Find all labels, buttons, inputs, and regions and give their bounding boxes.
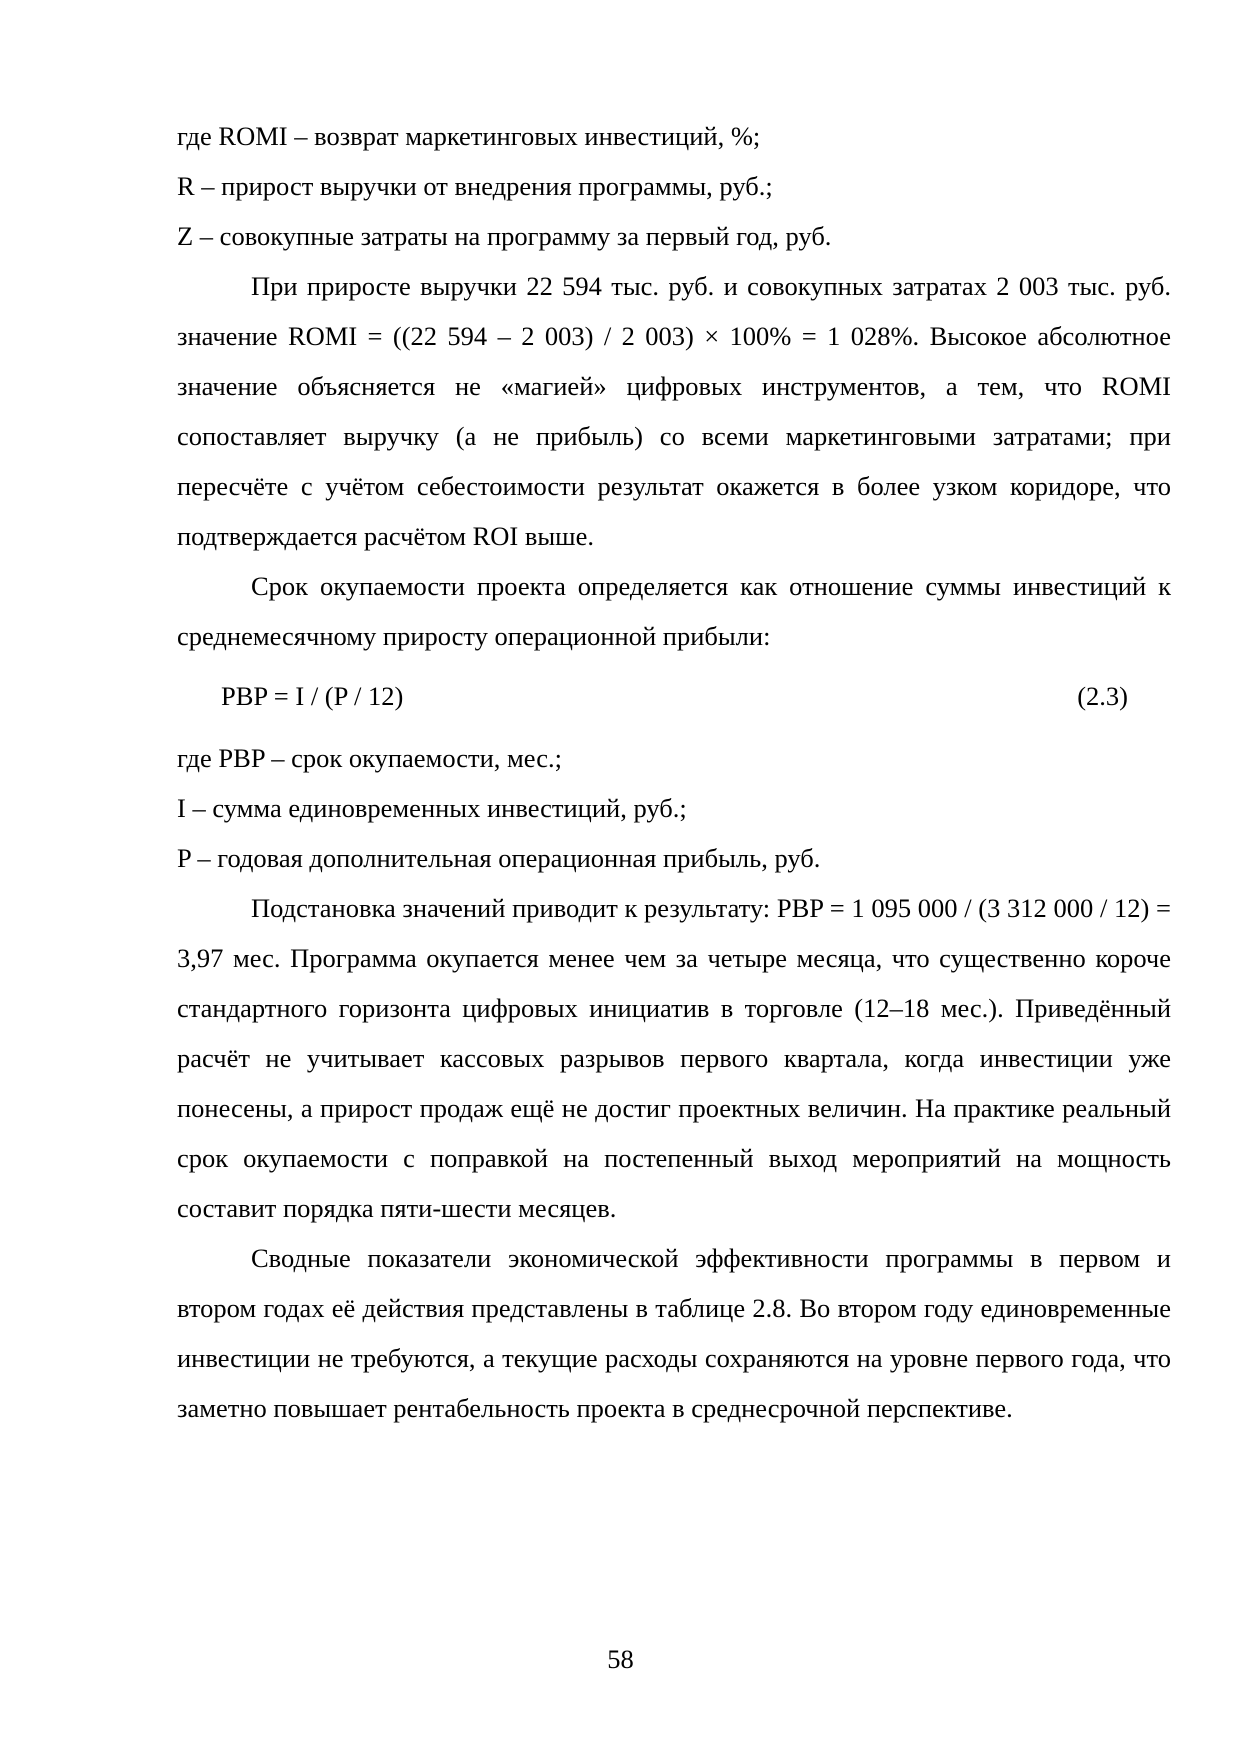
definition-z: Z – совокупные затраты на программу за первый год, руб.	[177, 221, 832, 251]
paragraph-pbp-result: Подстановка значений приводит к результату: PBP = 1 095 000 / (3 312 000 / 12) = 3,97 мес. Программа окупается менее чем за четыре месяца, что существенно короче стандартного горизонта цифровых инициатив в торговле (12–18 мес.). Приведённый расчёт не учитывает кассовых разрывов первого квартала, когда инвестиции уже понесены, а прирост продаж ещё не достиг проектных величин. На практике реальный срок окупаемости с поправкой на постепенный выход мероприятий на мощность составит порядка пяти-шести месяцев.	[177, 893, 1171, 1223]
formula-expression: PBP = I / (P / 12)	[221, 681, 404, 711]
paragraph-summary: Сводные показатели экономической эффективности программы в первом и втором годах её действия представлены в таблице 2.8. Во втором году единовременные инвестиции не требуются, а текущие расходы сохраняются на уровне первого года, что заметно повышает рентабельность проекта в среднесрочной перспективе.	[177, 1243, 1171, 1423]
definition-romi: где ROMI – возврат маркетинговых инвестиций, %;	[177, 121, 761, 151]
definition-pbp: где PBP – срок окупаемости, мес.;	[177, 743, 562, 773]
definition-i: I – сумма единовременных инвестиций, руб.;	[177, 793, 687, 823]
formula-pbp	[177, 671, 1171, 721]
paragraph-payback-intro: Срок окупаемости проекта определяется как отношение суммы инвестиций к среднемесячному приросту операционной прибыли:	[177, 571, 1171, 651]
paragraph-romi-calculation: При приросте выручки 22 594 тыс. руб. и совокупных затратах 2 003 тыс. руб. значение ROMI = ((22 594 – 2 003) / 2 003) × 100% = 1 028%. Высокое абсолютное значение объясняется не «магией» цифровых инструментов, а тем, что ROMI сопоставляет выручку (а не прибыль) со всеми маркетинговыми затратами; при пересчёте с учётом себестоимости результат окажется в более узком коридоре, что подтверждается расчётом ROI выше.	[177, 271, 1171, 551]
formula-number: (2.3)	[1077, 681, 1128, 711]
page-body	[177, 111, 1171, 1433]
definition-r: R – прирост выручки от внедрения программы, руб.;	[177, 171, 773, 201]
page-number: 58	[607, 1644, 634, 1674]
definition-p: P – годовая дополнительная операционная прибыль, руб.	[177, 843, 821, 873]
